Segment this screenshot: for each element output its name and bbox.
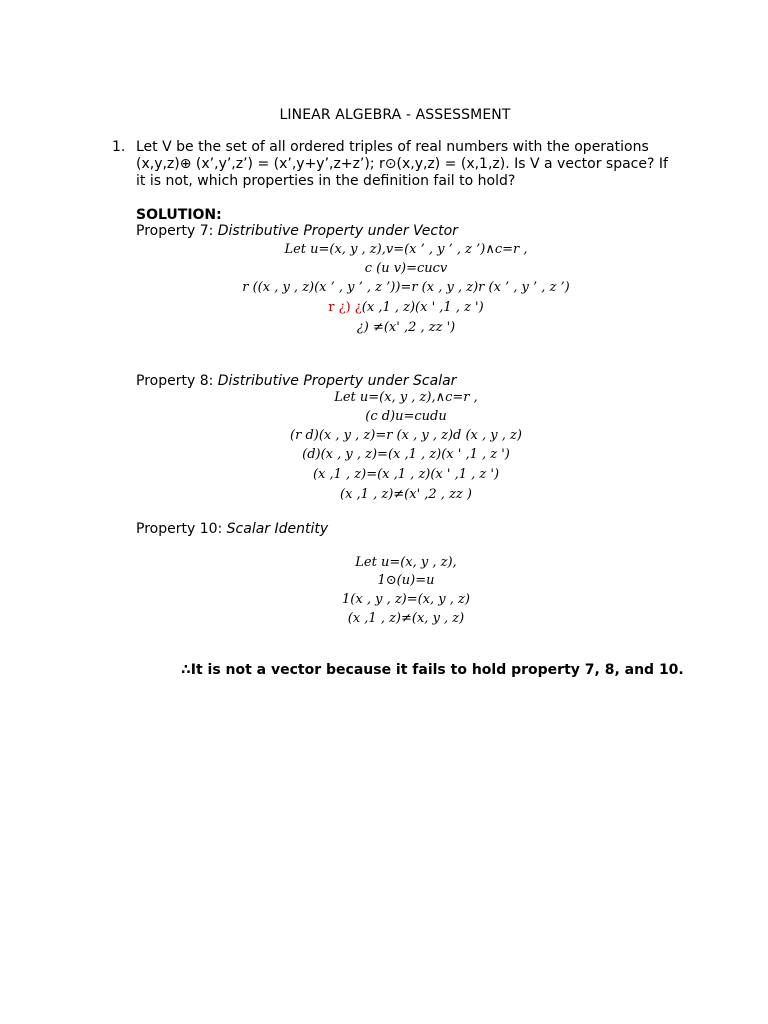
property-7-line-2: c (u v)=cucv — [364, 261, 448, 276]
property-7-line-4 — [0, 300, 768, 315]
property-7-line-5-text: ≠(x' ,2 , zz ') — [372, 320, 456, 335]
property-7-label: Property 7: — [136, 223, 218, 239]
garbled-glyph-prefix: ¿) — [356, 320, 373, 335]
property-8-line-4: (d)(x , y , z)=(x ,1 , z)(x ' ,1 , z ') — [302, 447, 510, 462]
property-10-name: Scalar Identity — [226, 521, 329, 537]
document-title: LINEAR ALGEBRA - ASSESSMENT — [279, 107, 511, 123]
property-7-heading — [136, 223, 458, 239]
property-7-name: Distributive Property under Vector — [217, 223, 458, 239]
property-10-line-4: (x ,1 , z)≠(x, y , z) — [347, 611, 465, 626]
garbled-glyph-prefix: r ¿) ¿ — [328, 300, 362, 315]
property-8-line-2: (c d)u=cudu — [365, 409, 447, 424]
property-7-line-1: Let u=(x, y , z),v=(x ’ , y ’ , z ’)∧c=r , — [284, 242, 528, 257]
property-10-label: Property 10: — [136, 521, 227, 537]
property-10-line-3: 1(x , y , z)=(x, y , z) — [342, 592, 470, 607]
property-10-line-2: 1⊙(u)=u — [377, 573, 435, 588]
property-7-line-4-text: (x ,1 , z)(x ' ,1 , z ') — [361, 300, 484, 315]
property-7-line-3: r ((x , y , z)(x ’ , y ’ , z ’))=r (x , y , z)r (x ’ , y ’ , z ’) — [242, 280, 570, 295]
property-7-line-5 — [0, 320, 768, 335]
property-8-heading — [136, 373, 456, 389]
property-8-line-5: (x ,1 , z)=(x ,1 , z)(x ' ,1 , z ') — [312, 467, 500, 482]
property-8-name: Distributive Property under Scalar — [217, 373, 457, 389]
property-8-line-6: (x ,1 , z)≠(x' ,2 , zz ) — [340, 487, 472, 502]
property-8-line-1: Let u=(x, y , z),∧c=r , — [334, 390, 478, 405]
question-number: 1. — [112, 139, 126, 155]
property-10-line-1: Let u=(x, y , z), — [355, 555, 457, 570]
solution-heading: SOLUTION: — [136, 207, 222, 223]
property-10-heading — [136, 521, 328, 537]
question-text: Let V be the set of all ordered triples of real numbers with the operations (x,y,z)⊕ (x’,y’,z’) = (x’,y+y’,z+z’); r⊙(x,y,z) = (x,1,z). Is V a vector space? If it is not, which properties in the definition fail to hold? — [136, 139, 668, 189]
property-8-label: Property 8: — [136, 373, 218, 389]
conclusion-statement: ∴It is not a vector because it fails to hold property 7, 8, and 10. — [181, 662, 684, 678]
property-8-line-3: (r d)(x , y , z)=r (x , y , z)d (x , y , z) — [290, 428, 522, 443]
